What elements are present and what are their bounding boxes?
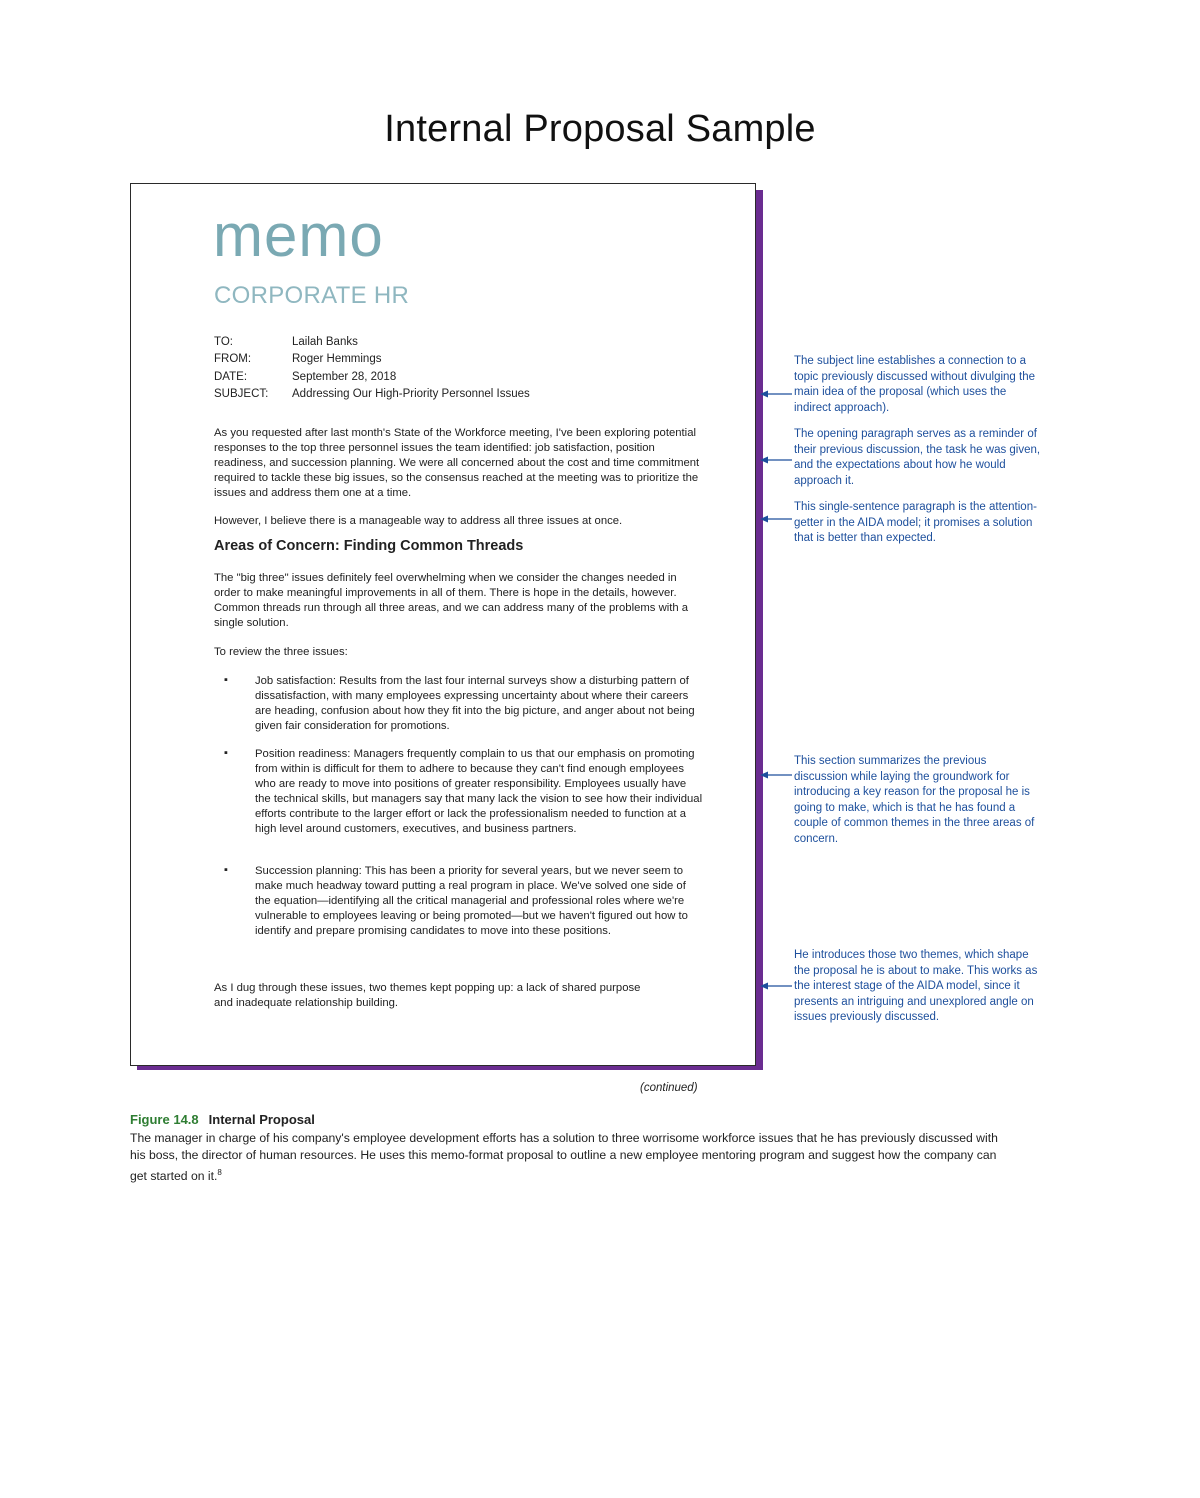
annotation-attention-getter: This single-sentence paragraph is the attention-getter in the AIDA model; it promises a solution that is better than expected. — [794, 501, 1037, 544]
header-value: Addressing Our High-Priority Personnel Issues — [292, 388, 530, 400]
memo-document — [130, 183, 756, 1066]
annotation-subject-line: The subject line establishes a connection to a topic previously discussed without divulging the main idea of the proposal (which uses the indirect approach). — [794, 355, 1035, 414]
bullet-marker: ▪ — [224, 747, 228, 759]
header-key: DATE: — [214, 371, 248, 383]
bullet-succession-planning: Succession planning: This has been a priority for several years, but we never seem to make much headway toward putting a real program in place. We've solved one side of the equation—identifying all the critical managerial and professional roles where we're vulnerable to employees leaving or being promoted—but we haven't figured out how to identify and prepare promising candidates to move into these positions. — [255, 865, 688, 937]
arrow-left-icon — [760, 770, 792, 780]
opening-paragraph: As you requested after last month's State of the Workforce meeting, I've been exploring potential responses to the top three personnel issues the team identified: job satisfaction, position readiness, and succession planning. We were all concerned about the cost and time commitment required to tackle these big issues, so the consensus reached at the meeting was to prioritize the issues and address them one at a time. — [214, 427, 700, 499]
annotation-section-summary: This section summarizes the previous discussion while laying the groundwork for introducing a key reason for the proposal he is going to make, which is that he has found a couple of common themes in the three areas of concern. — [794, 755, 1035, 845]
header-key: SUBJECT: — [214, 388, 269, 400]
page-title: Internal Proposal Sample — [384, 108, 816, 150]
section-heading: Areas of Concern: Finding Common Threads — [214, 538, 524, 554]
memo-header-from — [214, 353, 381, 365]
memo-logo-word: memo — [213, 202, 384, 269]
header-value: September 28, 2018 — [292, 371, 397, 383]
memo-header-subject — [214, 388, 530, 400]
figure-label: Figure 14.8 — [130, 1112, 199, 1127]
arrow-left-icon — [760, 389, 792, 399]
arrow-left-icon — [760, 514, 792, 524]
bullet-marker: ▪ — [224, 674, 228, 686]
bullet-marker: ▪ — [224, 864, 228, 876]
closing-paragraph: As I dug through these issues, two themes kept popping up: a lack of shared purpose and inadequate relationship building. — [214, 982, 641, 1009]
annotation-opening-paragraph: The opening paragraph serves as a reminder of their previous discussion, the task he was given, and the expectations about how he would approach it. — [794, 428, 1041, 487]
annotation-two-themes: He introduces those two themes, which shape the proposal he is about to make. This works as the interest stage of the AIDA model, since it presents an intriguing and unexplored angle on issues previously discussed. — [794, 949, 1038, 1023]
header-key: FROM: — [214, 353, 252, 365]
memo-department: CORPORATE HR — [214, 282, 410, 309]
figure-caption-text: The manager in charge of his company's employee development efforts has a solution to three worrisome workforce issues that he has previously discussed with his boss, the director of human resources. He uses this memo-format proposal to outline a new employee mentoring program and suggest how the company can get started on it. — [130, 1131, 998, 1184]
memo-header-date — [214, 371, 396, 383]
arrow-left-icon — [760, 455, 792, 465]
bullet-position-readiness: Position readiness: Managers frequently complain to us that our emphasis on promoting from within is difficult for them to adhere to because they can't find enough employees who are ready to move into positions of greater responsibility. Employees usually have the technical skills, but managers say that many lack the vision to see how their individual efforts contribute to the larger effort or lack the professionalism needed to function at a high level around customers, executives, and business partners. — [255, 748, 703, 835]
header-value: Lailah Banks — [292, 336, 358, 348]
continued-label: (continued) — [640, 1082, 698, 1094]
header-value: Roger Hemmings — [292, 353, 382, 365]
footnote-marker: 8 — [217, 1168, 222, 1177]
bullet-job-satisfaction: Job satisfaction: Results from the last four internal surveys show a disturbing pattern of dissatisfaction, with many employees expressing uncertainty about where their careers are heading, confusion about how they fit into the big picture, and anger about not being given fair consideration for promotions. — [255, 675, 695, 732]
arrow-left-icon — [760, 981, 792, 991]
however-paragraph: However, I believe there is a manageable way to address all three issues at once. — [214, 515, 623, 527]
figure-title: Internal Proposal — [208, 1112, 315, 1127]
memo-header-to — [214, 336, 358, 348]
big-three-paragraph: The "big three" issues definitely feel overwhelming when we consider the changes needed in order to make meaningful improvements in all of them. There is hope in the details, however. Common threads run through all three areas, and we can address many of the problems with a single solution. — [214, 572, 689, 629]
header-key: TO: — [214, 336, 233, 348]
figure-heading — [130, 1112, 315, 1127]
review-paragraph: To review the three issues: — [214, 646, 348, 658]
figure-caption — [130, 1130, 1010, 1185]
